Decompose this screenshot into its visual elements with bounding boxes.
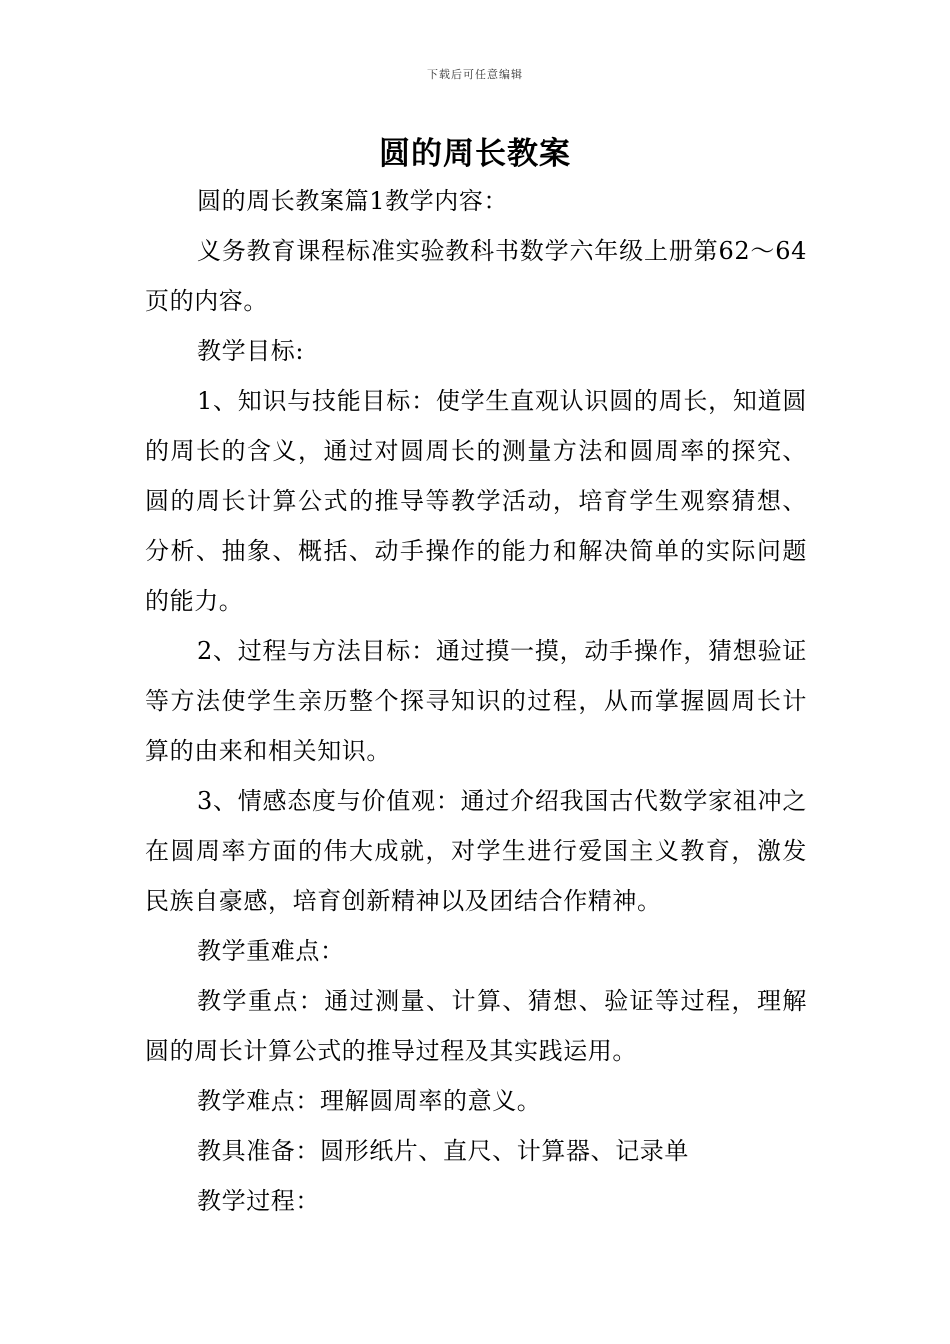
document-title: 圆的周长教案 — [379, 136, 571, 172]
paragraph-goal-knowledge: 1、知识与技能目标：使学生直观认识圆的周长，知道圆的周长的含义，通过对圆周长的测量方法和圆周率的探究、圆的周长计算公式的推导等教学活动，培育学生观察猜想、分析、抽象、概括、动手操作的能力和解决简单的实际问题的能力。 — [145, 387, 807, 615]
paragraph-goals-heading: 教学目标: — [197, 337, 305, 365]
paragraph-intro: 圆的周长教案篇1教学内容： — [197, 187, 509, 215]
paragraph-difficulty: 教学难点：理解圆周率的意义。 — [197, 1087, 542, 1115]
paragraph-goal-process: 2、过程与方法目标：通过摸一摸，动手操作，猜想验证等方法使学生亲历整个探寻知识的过程，从而掌握圆周长计算的由来和相关知识。 — [145, 637, 807, 765]
paragraph-content-scope: 义务教育课程标准实验教科书数学六年级上册第62～64页的内容。 — [145, 237, 807, 315]
paragraph-materials: 教具准备：圆形纸片、直尺、计算器、记录单 — [197, 1137, 689, 1165]
paragraph-key-points-heading: 教学重难点： — [197, 937, 345, 965]
document-body — [145, 176, 807, 1226]
paragraph-process-heading: 教学过程： — [197, 1187, 320, 1215]
page-header-note: 下载后可任意编辑 — [427, 68, 523, 81]
paragraph-key-point: 教学重点：通过测量、计算、猜想、验证等过程，理解圆的周长计算公式的推导过程及其实践运用。 — [145, 987, 807, 1065]
paragraph-goal-attitude: 3、情感态度与价值观：通过介绍我国古代数学家祖冲之在圆周率方面的伟大成就，对学生进行爱国主义教育，激发民族自豪感，培育创新精神以及团结合作精神。 — [145, 787, 807, 915]
